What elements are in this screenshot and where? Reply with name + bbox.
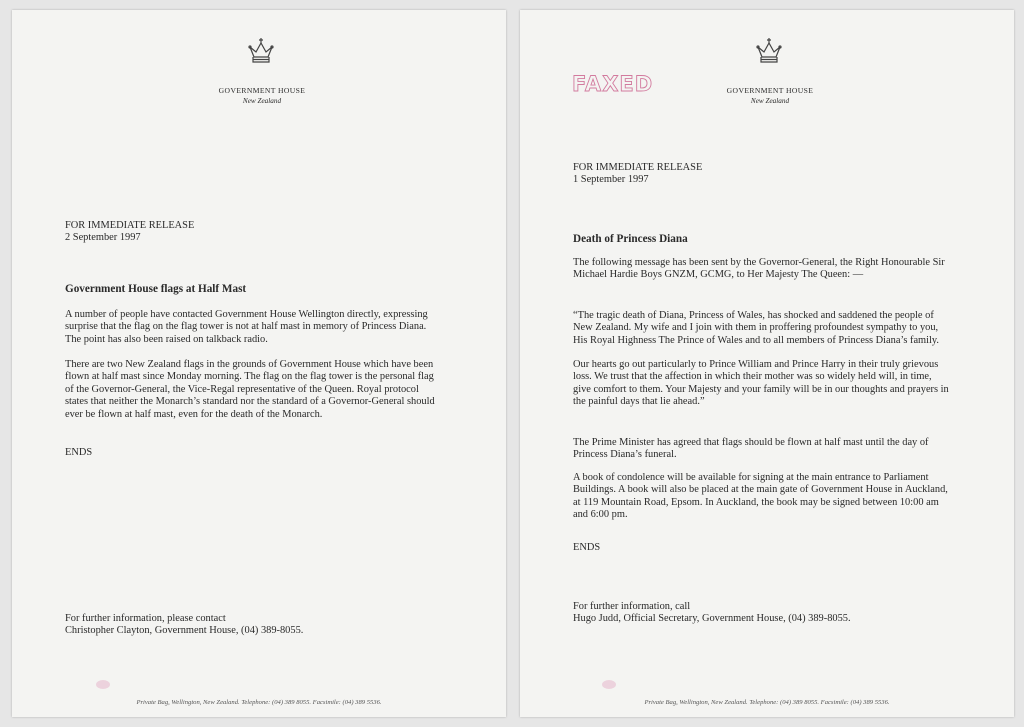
contact-details: Christopher Clayton, Government House, (04) 389-8055. <box>65 625 304 636</box>
letterhead-subtitle: New Zealand <box>750 97 790 105</box>
letterhead-title: GOVERNMENT HOUSE <box>726 86 814 95</box>
crown-icon <box>753 35 785 67</box>
quote-paragraph: Our hearts go out particularly to Prince William and Prince Harry in their truly grievous loss. We trust that the affection in which their mother was so widely held will, in time, give comfort to them. Your Majesty and your family will be in our thoughts and prayers in the painful days that lie ahead.” <box>573 359 949 408</box>
letterhead-subtitle: New Zealand <box>242 97 282 105</box>
headline: Death of Princess Diana <box>573 233 688 245</box>
letterhead-title: GOVERNMENT HOUSE <box>218 86 306 95</box>
paragraph: The Prime Minister has agreed that flags should be flown at half mast until the day of Princess Diana’s funeral. <box>573 437 929 461</box>
release-date: 1 September 1997 <box>573 174 649 185</box>
paragraph: A number of people have contacted Government House Wellington directly, expressing surprise that the flag on the flag tower is not at half mast in memory of Princess Diana. The point has also been raised on talkback radio. <box>65 309 428 345</box>
release-date: 2 September 1997 <box>65 232 141 243</box>
paragraph: A book of condolence will be available for signing at the main entrance to Parliament Buildings. A book will also be placed at the main gate of Government House in Auckland, at 119 Mountain Road, Epsom. In Auckland, the book may be signed between 10:00 am and 6:00 pm. <box>573 472 948 521</box>
paragraph: There are two New Zealand flags in the grounds of Government House which have been flown at half mast since Monday morning. The flag on the flag tower is the personal flag of the Governor-General, the Vice-Regal representative of the Queen. Royal protocol states that neither the Monarch’s standard nor the standard of a Governor-General should ever be flown at half mast, even for the death of the Monarch. <box>65 359 435 420</box>
letterhead-footer: Private Bag, Wellington, New Zealand. Telephone: (04) 389 8055. Facsimile: (04) 389 5536. <box>136 699 382 706</box>
press-release-left <box>12 10 506 717</box>
paragraph: The following message has been sent by the Governor-General, the Right Honourable Sir Michael Hardie Boys GNZM, GCMG, to Her Majesty The Queen: — <box>573 257 945 281</box>
contact-intro: For further information, call <box>573 601 691 612</box>
crown-icon <box>245 35 277 67</box>
release-label: FOR IMMEDIATE RELEASE <box>573 162 703 173</box>
faxed-stamp: FAXED <box>572 72 654 96</box>
ink-smudge <box>96 680 110 689</box>
ends-marker: ENDS <box>573 542 601 553</box>
quote-paragraph: “The tragic death of Diana, Princess of Wales, has shocked and saddened the people of New Zealand. My wife and I join with them in proffering profoundest sympathy to you, His Royal Highness The Prince of Wales and to all members of Princess Diana’s family. <box>573 310 940 346</box>
release-label: FOR IMMEDIATE RELEASE <box>65 220 195 231</box>
letterhead-footer: Private Bag, Wellington, New Zealand. Telephone: (04) 389 8055. Facsimile: (04) 389 5536. <box>644 699 890 706</box>
ends-marker: ENDS <box>65 447 93 458</box>
contact-intro: For further information, please contact <box>65 613 226 624</box>
press-release-right <box>520 10 1014 717</box>
ink-smudge <box>602 680 616 689</box>
headline: Government House flags at Half Mast <box>65 283 247 295</box>
contact-details: Hugo Judd, Official Secretary, Government House, (04) 389-8055. <box>573 613 851 624</box>
